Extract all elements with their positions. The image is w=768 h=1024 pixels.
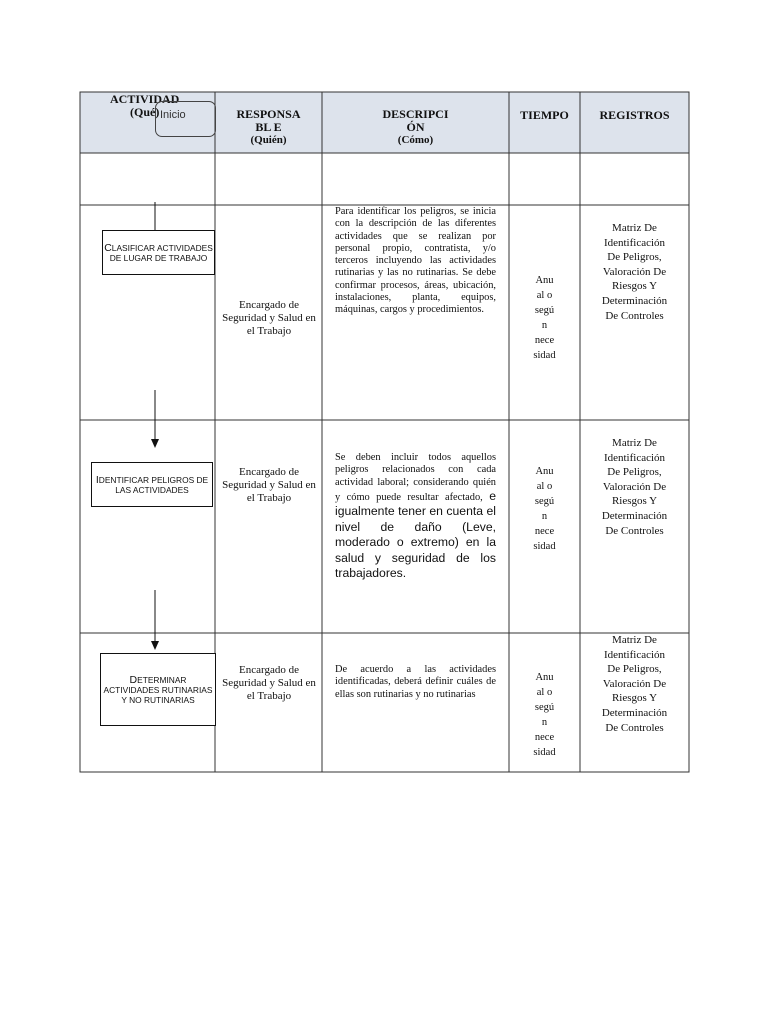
header-time: TIEMPO — [520, 108, 569, 122]
row-3-time-line: segú — [534, 702, 555, 713]
row-1-records-line: Determinación — [601, 294, 668, 307]
row-1-time-line: sidad — [533, 350, 556, 361]
flow-step-1-rest: ACTIVIDADES DE LUGAR DE TRABAJO — [109, 242, 213, 263]
row-3-time — [509, 670, 580, 760]
row-1-time-line: Anu — [535, 275, 554, 286]
row-2-responsible: Encargado de Seguridad y Salud en el Trabajo — [222, 466, 316, 504]
row-3-responsible: Encargado de Seguridad y Salud en el Trabajo — [222, 664, 316, 702]
row-1-time-line: nece — [534, 335, 555, 346]
row-3-records-line: Valoración De — [602, 677, 667, 690]
row-1-responsible: Encargado de Seguridad y Salud en el Trabajo — [222, 299, 316, 337]
flow-step-identify-hazards — [91, 462, 213, 507]
row-1-records-line: De Controles — [605, 309, 664, 322]
row-2-description-serif: Se deben incluir todos aquellos peligros relacionados con cada actividad laboral; considerando quién y cómo puede resultar afectado, — [335, 452, 496, 503]
row-1-time-line: al o — [536, 290, 553, 301]
header-description-line3: (Cómo) — [397, 134, 434, 146]
flow-step-classify-activities — [102, 230, 215, 275]
header-records: REGISTROS — [599, 108, 670, 122]
row-3-time-line: Anu — [535, 672, 554, 683]
row-2-records-line: Riesgos Y — [611, 495, 658, 508]
arrowhead-3 — [151, 641, 159, 650]
arrowhead-2 — [151, 439, 159, 448]
flow-arrowheads — [151, 239, 159, 650]
row-2-records — [580, 436, 689, 538]
row-1-time — [509, 273, 580, 363]
row-1-records-line: Matriz De — [612, 222, 657, 234]
row-1-records-line: Valoración De — [602, 265, 667, 278]
row-1-records-line: Identificación — [603, 236, 666, 249]
header-description — [322, 108, 509, 146]
header-responsible-line3: (Quién) — [250, 134, 287, 146]
row-1-records-line: Riesgos Y — [611, 280, 658, 293]
row-3-records — [580, 633, 689, 735]
row-2-time-line: sidad — [533, 541, 556, 552]
header-responsible — [215, 108, 322, 146]
row-3-records-line: Matriz De — [612, 634, 657, 646]
row-2-time-line: Anu — [535, 466, 554, 477]
header-responsible-line2: BL E — [255, 120, 282, 134]
header-description-line2: ÓN — [406, 120, 425, 134]
row-2-description — [335, 452, 496, 582]
row-1-time-line: n — [541, 320, 548, 331]
row-3-records-line: De Controles — [605, 721, 664, 734]
row-2-time-line: n — [541, 511, 548, 522]
header-description-line1: DESCRIPCI — [382, 107, 449, 121]
row-3-time-line: al o — [536, 687, 553, 698]
row-2-time-line: segú — [534, 496, 555, 507]
row-2-time-line: nece — [534, 526, 555, 537]
row-2-time-line: al o — [536, 481, 553, 492]
row-2-records-line: Identificación — [603, 451, 666, 464]
row-3-time-line: nece — [534, 732, 555, 743]
flow-step-3-initial-rest: ETERMINAR — [137, 674, 187, 685]
row-3-records-line: Riesgos Y — [611, 692, 658, 705]
row-1-records-line: De Peligros, — [607, 251, 662, 264]
flow-step-3-rest: ACTIVIDADES RUTINARIAS Y NO RUTINARIAS — [103, 684, 213, 705]
row-3-records-line: Identificación — [603, 648, 666, 661]
row-3-time-line: n — [541, 717, 548, 728]
flow-step-determine-routine — [100, 653, 216, 726]
flow-step-2-rest: PELIGROS DE LAS ACTIVIDADES — [115, 474, 209, 495]
start-label: Inicio — [160, 109, 186, 121]
row-1-records — [580, 221, 689, 323]
row-3-records-line: Determinación — [601, 706, 668, 719]
row-2-description-sans: e igualmente tener en cuenta el nivel de daño (Leve, moderado o extremo) en la salud y seguridad de los trabajadores. — [335, 488, 496, 581]
header-activity-line1: ACTIVIDAD — [110, 92, 180, 106]
row-2-records-line: Matriz De — [612, 437, 657, 449]
row-3-records-line: De Peligros, — [607, 663, 662, 676]
row-2-records-line: Valoración De — [602, 480, 667, 493]
flow-step-3-initial: D — [129, 673, 138, 686]
row-2-time — [509, 464, 580, 554]
row-3-time-line: sidad — [533, 747, 556, 758]
flow-step-1-initial: C — [104, 241, 112, 254]
row-2-records-line: De Peligros, — [607, 466, 662, 479]
flow-step-1-initial-rest: LASIFICAR — [111, 242, 156, 253]
header-activity-line2: (Qué) — [130, 105, 160, 119]
row-3-description: De acuerdo a las actividades identificadas, deberá definir cuáles de ellas son rutinarias y no rutinarias — [335, 664, 496, 700]
header-responsible-line1: RESPONSA — [236, 107, 301, 121]
row-2-records-line: Determinación — [601, 509, 668, 522]
row-1-time-line: segú — [534, 305, 555, 316]
flow-step-2-initial-rest: DENTIFICAR — [98, 474, 150, 485]
row-2-records-line: De Controles — [605, 524, 664, 537]
flow-step-2-initial: I — [95, 473, 99, 486]
row-1-description: Para identificar los peligros, se inicia con la descripción de las diferentes actividades que se realizan por personal propio, contratista, y/o terceros incluyendo las actividades rutinarias y las no rutinarias. Se debe confirmar procesos, áreas, ubicación, instalaciones, planta, equipos, máquinas, cargos y procedimientos. — [335, 206, 496, 316]
